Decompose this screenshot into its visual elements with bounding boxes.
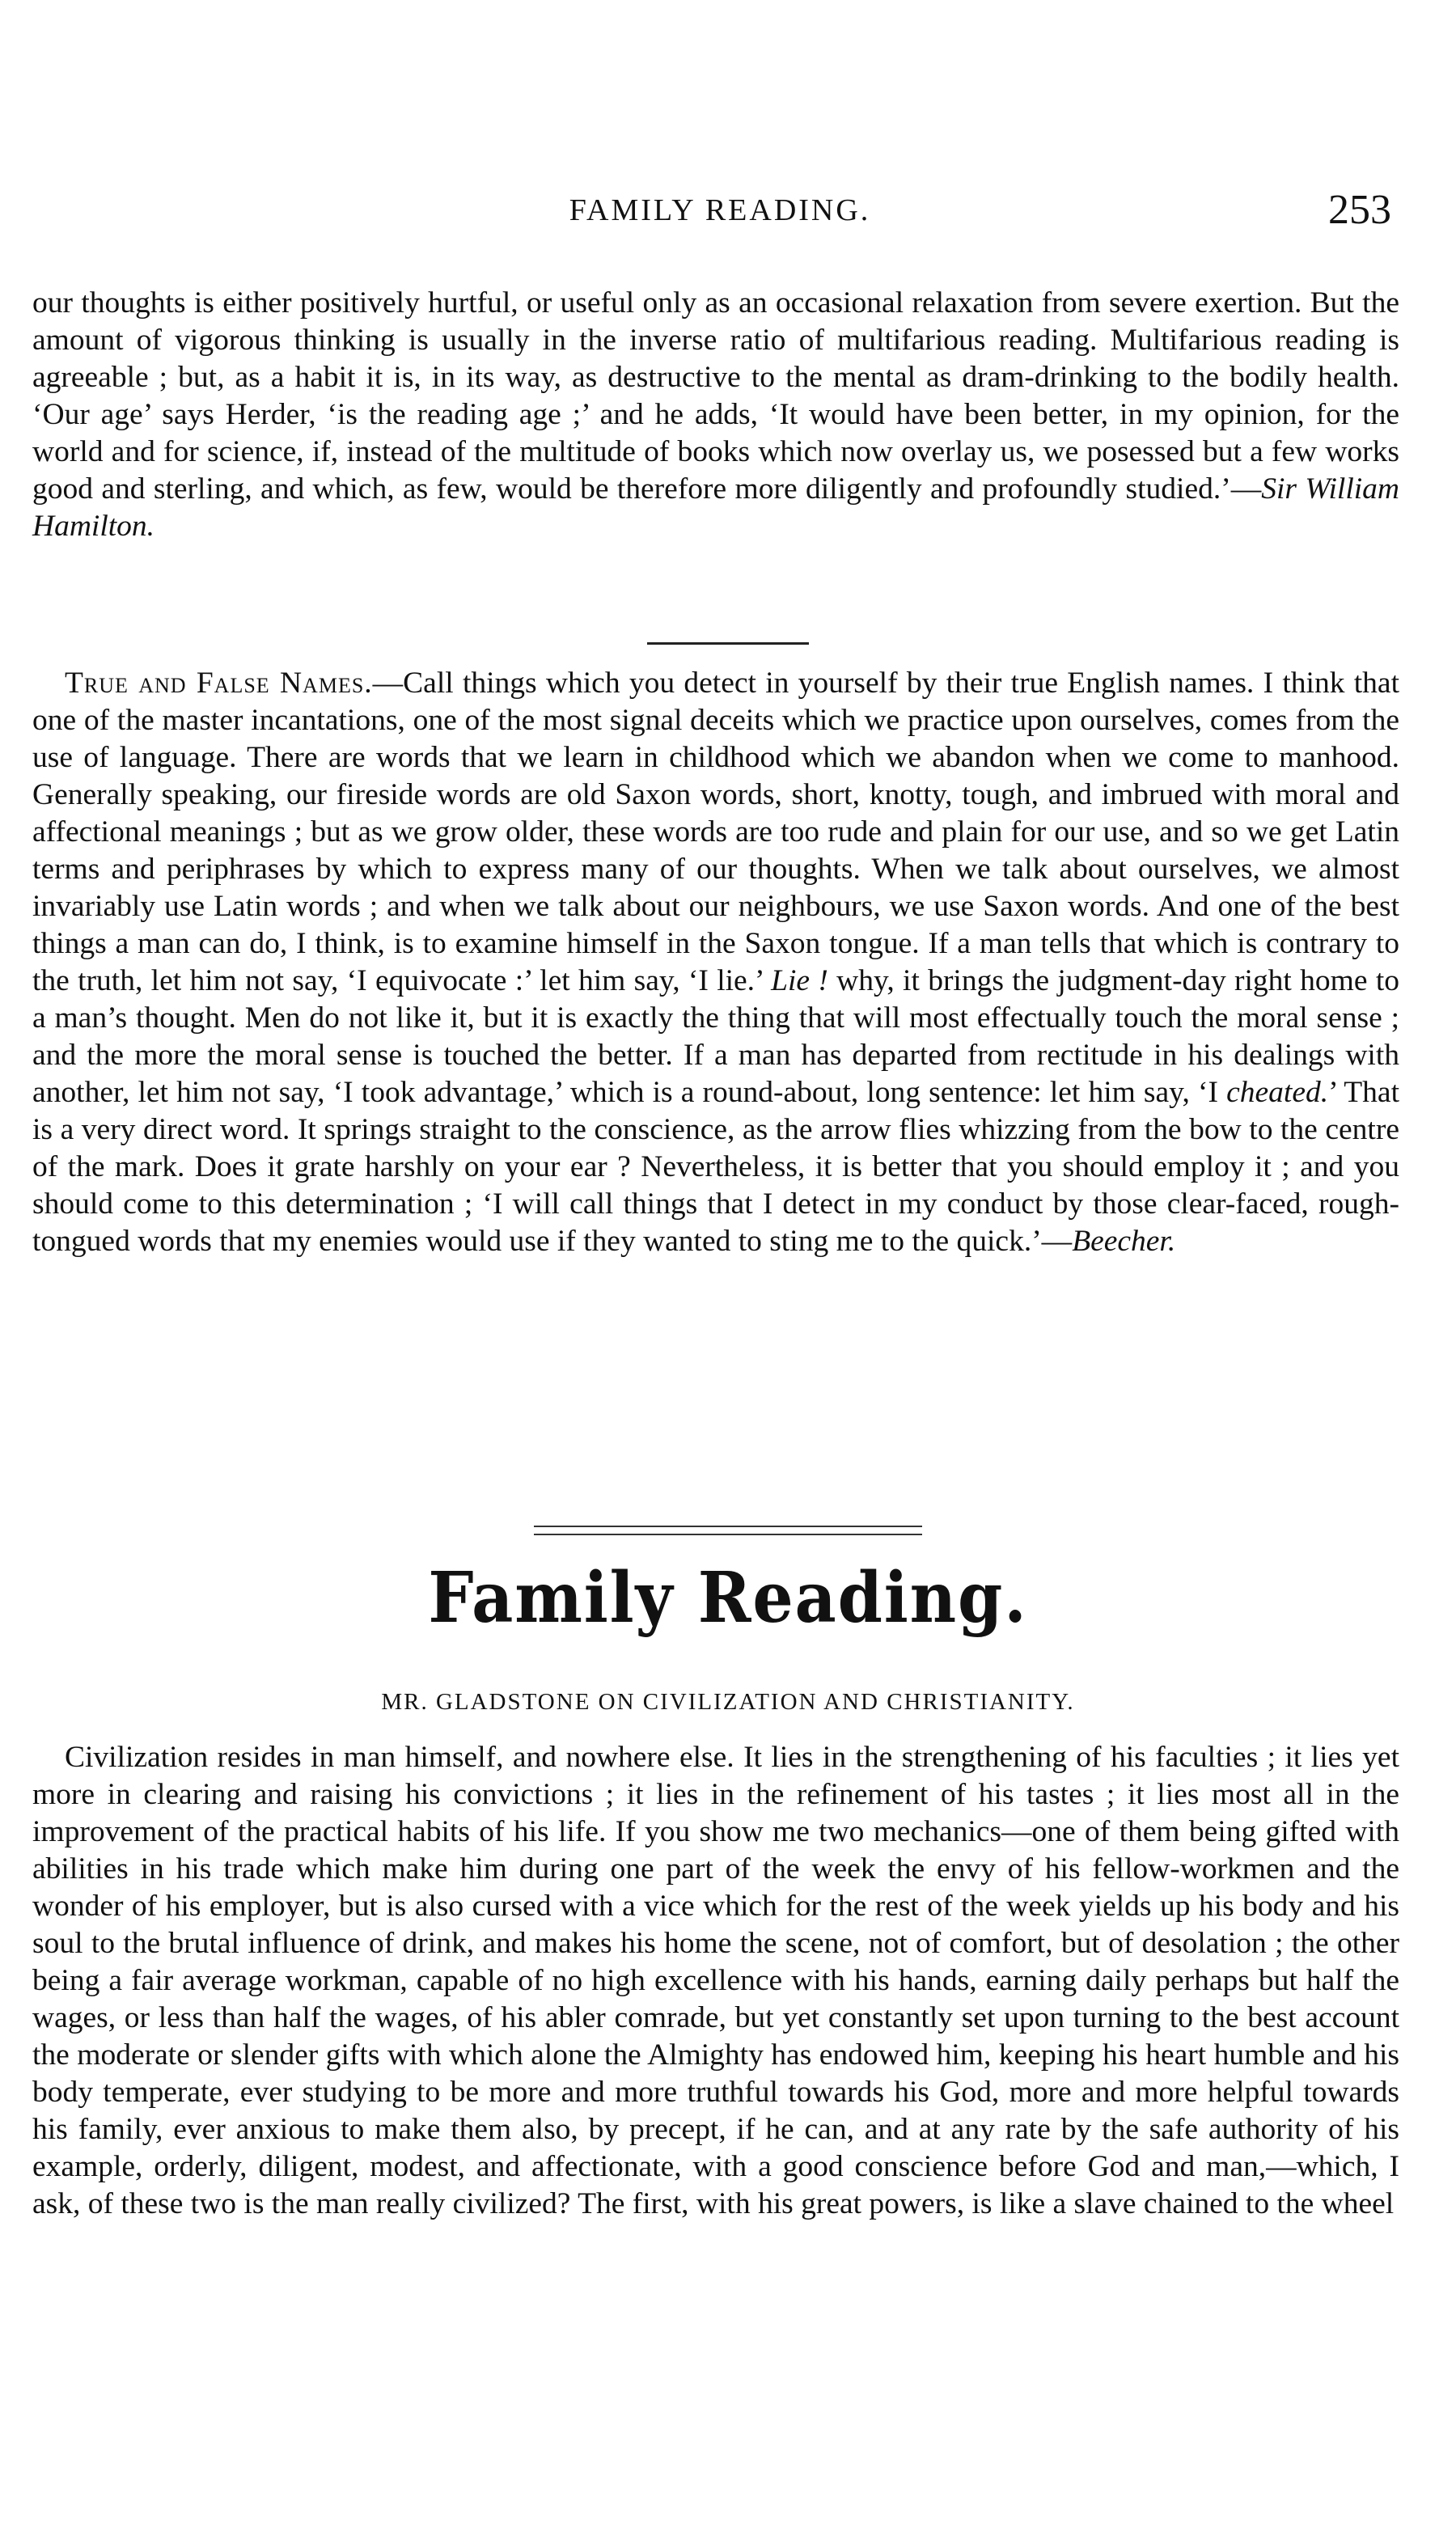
section-heading: Family Reading. xyxy=(428,1557,1028,1639)
paragraph-lead-in: True and False Names. xyxy=(65,667,373,700)
paragraph-text: our thoughts is either positively hurtful, or useful only as an occasional relaxation from severe exertion. But the amount of vigorous thinking is usually in the inverse ratio of multifarious reading. Multifarious reading is agreeable ; but, as a habit it is, in its way, as destructive to the mental as dram-drinking to the bodily health. ‘Our age’ says Herder, ‘is the reading age ;’ and he adds, ‘It would have been better, in my opinion, for the world and for science, if, instead of the multitude of books which now overlay us, we posessed but a few works good and sterling, and which, as few, would be therefore more diligently and profoundly studied.’— xyxy=(32,286,1399,506)
attribution-hamilton: Sir William Hamilton. xyxy=(32,472,1400,543)
article-subheading: MR. GLADSTONE ON CIVILIZATION AND CHRISTIANITY. xyxy=(381,1689,1075,1715)
paragraph-text: —Call things which you detect in yourself by their true English names. I think that one of the master incantations, one of the most signal deceits which we practice upon ourselves, comes from the use of language. There are words that we learn in childhood which we abandon when we come to manhood. Generally speaking, our fireside words are old Saxon words, short, knotty, tough, and imbrued with moral and affectional meanings ; but as we grow older, these words are too rude and plain for our use, and so we get Latin terms and periphrases by which to express many of our thoughts. When we talk about ourselves, we almost invariably use Latin words ; and when we talk about our neighbours, we use Saxon words. And one of the best things a man can do, I think, is to examine himself in the Saxon tongue. If a man tells that which is contrary to the truth, let him not say, ‘I equivocate :’ let him say, ‘I lie.’ xyxy=(32,667,1399,997)
running-head: FAMILY READING. xyxy=(569,193,871,227)
page-number: 253 xyxy=(1328,187,1391,233)
paragraph-text: why, it brings the judgment-day right home to a man’s thought. Men do not like it, but it is exactly the thing that will most effectually touch the moral sense ; and the more the moral sense is touched the better. If a man has departed from rectitude in his dealings with another, let him not say, ‘I took advantage,’ which is a round-about, long sentence: let him say, ‘I xyxy=(32,964,1399,1109)
double-rule-bottom xyxy=(534,1534,922,1535)
paragraph-hamilton xyxy=(32,285,1399,545)
attribution-beecher: Beecher. xyxy=(1072,1225,1176,1258)
paragraph-text: ’ That is a very direct word. It springs straight to the conscience, as the arrow flies whizzing from the bow to the centre of the mark. Does it grate harshly on your ear ? Nevertheless, it is better that you should employ it ; and you should come to this determination ; ‘I will call things that I detect in my conduct by those clear-faced, rough-tongued words that my enemies would use if they wanted to sting me to the quick.’— xyxy=(32,1076,1399,1258)
section-divider-rule xyxy=(647,642,809,645)
paragraph-true-and-false-names xyxy=(32,665,1399,1260)
double-rule-top xyxy=(534,1526,922,1527)
emphasis-lie: Lie ! xyxy=(771,964,828,997)
paragraph-text: Civilization resides in man himself, and nowhere else. It lies in the strengthening of his faculties ; it lies yet more in clearing and raising his convictions ; it lies in the refinement of his tastes ; it lies most all in the improvement of the practical habits of his life. If you show me two mechanics—one of them being gifted with abilities in his trade which make him during one part of the week the envy of his fellow-workmen and the wonder of his employer, but is also cursed with a vice which for the rest of the week yields up his body and his soul to the brutal influence of drink, and makes his home the scene, not of comfort, but of desolation ; the other being a fair average workman, capable of no high excellence with his hands, earning daily perhaps but half the wages, or less than half the wages, of his abler comrade, but yet constantly set upon turning to the best account the moderate or slender gifts with which alone the Almighty has endowed him, keeping his heart humble and his body temperate, ever studying to be more and more truthful towards his God, more and more helpful towards his family, ever anxious to make them also, by precept, if he can, and at any rate by the safe authority of his example, orderly, diligent, modest, and affectionate, with a good conscience before God and man,—which, I ask, of these two is the man really civilized? The first, with his great powers, is like a slave chained to the wheel xyxy=(32,1741,1399,2220)
emphasis-cheated: cheated. xyxy=(1226,1076,1329,1109)
paragraph-civilization xyxy=(32,1739,1399,2223)
page-header xyxy=(32,187,1407,241)
